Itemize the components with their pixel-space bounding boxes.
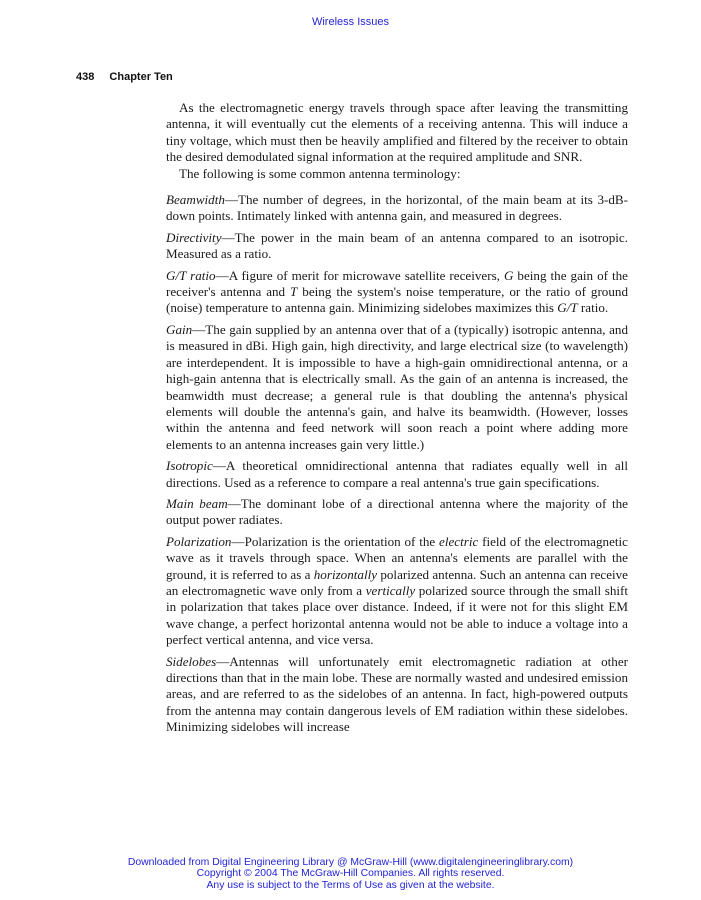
term-definition-part: polarized antenna. Such an antenna can receive an electromagnetic wave only from a bbox=[166, 566, 628, 598]
term-definition-part: being the gain of the receiver's antenna and bbox=[166, 267, 628, 300]
term-label: Directivity bbox=[166, 229, 222, 245]
term-label: Main beam bbox=[166, 495, 228, 511]
term-isotropic bbox=[166, 458, 628, 491]
term-label: Beamwidth bbox=[166, 192, 225, 208]
chapter-title: Chapter Ten bbox=[109, 71, 173, 83]
term-definition: Antennas will unfortunately emit electromagnetic radiation at other directions than that in the main lobe. These are normally wasted and undesired emission areas, and are referred to as the sidelobes of an antenna. In fact, high-powered outputs from the antenna may contain dangerous levels of EM radiation within these sidelobes. Minimizing sidelobes will increase bbox=[166, 653, 628, 735]
intro-paragraph: As the electromagnetic energy travels through space after leaving the transmitting antenna, it will eventually cut the elements of a receiving antenna. This will induce a tiny voltage, which must then be heavily amplified and filtered by the receiver to obtain the desired demodulated signal information at the required amplitude and SNR. bbox=[166, 100, 628, 165]
term-dash: — bbox=[215, 267, 229, 283]
term-main-beam bbox=[166, 496, 628, 529]
term-directivity bbox=[166, 230, 628, 263]
term-label: Gain bbox=[166, 321, 193, 337]
term-dash: — bbox=[212, 458, 226, 474]
running-head bbox=[76, 71, 173, 83]
term-definition: A theoretical omnidirectional antenna that radiates equally well in all directions. Used as a reference to compare a real antenna's true gain specifications. bbox=[166, 458, 628, 490]
term-sidelobes bbox=[166, 654, 628, 736]
term-definition-part: Polarization is the orientation of the bbox=[244, 533, 440, 549]
term-definition-part: ratio. bbox=[577, 300, 609, 316]
footer-copyright: Copyright © 2004 The McGraw-Hill Companies. All rights reserved. bbox=[196, 868, 505, 880]
term-definition: The number of degrees, in the horizontal, of the main beam at its 3-dB-down points. Intimately linked with antenna gain, and measured in degrees. bbox=[166, 192, 628, 224]
term-definition: The power in the main beam of an antenna compared to an isotropic. Measured as a ratio. bbox=[166, 229, 628, 262]
variable-g: G bbox=[503, 267, 514, 283]
emphasis-electric: electric bbox=[439, 533, 479, 549]
term-definition-part: field of the electromagnetic wave as it travels through space. When an antenna's elements are parallel with the ground, it is referred to as a bbox=[166, 533, 628, 582]
term-label: Sidelobes bbox=[166, 653, 217, 669]
term-dash: — bbox=[227, 495, 241, 511]
term-dash: — bbox=[216, 653, 230, 669]
term-beamwidth bbox=[166, 192, 628, 225]
variable-t: T bbox=[290, 284, 298, 300]
term-label: G/T ratio bbox=[166, 267, 216, 283]
term-polarization bbox=[166, 534, 628, 649]
footer-terms-link[interactable]: Any use is subject to the Terms of Use as given at the website. bbox=[206, 879, 495, 891]
term-label: Isotropic bbox=[166, 458, 213, 474]
body-text bbox=[166, 100, 628, 736]
variable-gt: G/T bbox=[557, 300, 578, 316]
emphasis-vertically: vertically bbox=[365, 582, 416, 598]
term-definition: The gain supplied by an antenna over that of a (typically) isotropic antenna, and is measured in dBi. High gain, high directivity, and large electrical size (to wavelength) are interdependent. It is impossible to have a high-gain omnidirectional antenna, or a high-gain antenna that is electrically small. As the gain of an antenna is increased, the beamwidth must decrease; a general rule is that doubling the antenna's physical elements will double the antenna's gain, and halve its beamwidth. (However, losses within the antenna and feed network will soon reach a point where adding more elements to an antenna increases gain very little.) bbox=[166, 321, 628, 452]
emphasis-horizontally: horizontally bbox=[313, 566, 378, 582]
term-definition: The dominant lobe of a directional antenna where the majority of the output power radiates. bbox=[166, 495, 628, 528]
term-definition-part: polarized source through the small shift in polarization that takes place over distance. Indeed, if it were not for this slight EM wave change, a perfect horizontal antenna would not be able to induce a voltage into a perfect vertical antenna, and vice versa. bbox=[166, 582, 629, 648]
term-dash: — bbox=[192, 321, 206, 337]
term-definition-part: being the system's noise temperature, or the ratio of ground (noise) temperature to antenna gain. Minimizing sidelobes maximizes this bbox=[166, 284, 628, 316]
term-dash: — bbox=[224, 192, 239, 208]
term-gain bbox=[166, 322, 628, 453]
term-dash: — bbox=[221, 229, 235, 245]
term-gt-ratio bbox=[166, 268, 628, 317]
term-definition-part: A figure of merit for microwave satellite receivers, bbox=[228, 267, 504, 283]
top-link-wireless-issues[interactable]: Wireless Issues bbox=[311, 16, 390, 28]
footer-notice bbox=[0, 857, 701, 891]
page-number: 438 bbox=[76, 71, 95, 83]
term-label: Polarization bbox=[166, 533, 232, 549]
footer-download-link[interactable]: Downloaded from Digital Engineering Library @ McGraw-Hill (www.digitalengineeringlibrary.com) bbox=[127, 857, 574, 868]
terminology-lead: The following is some common antenna terminology: bbox=[179, 165, 461, 181]
term-dash: — bbox=[231, 533, 245, 549]
